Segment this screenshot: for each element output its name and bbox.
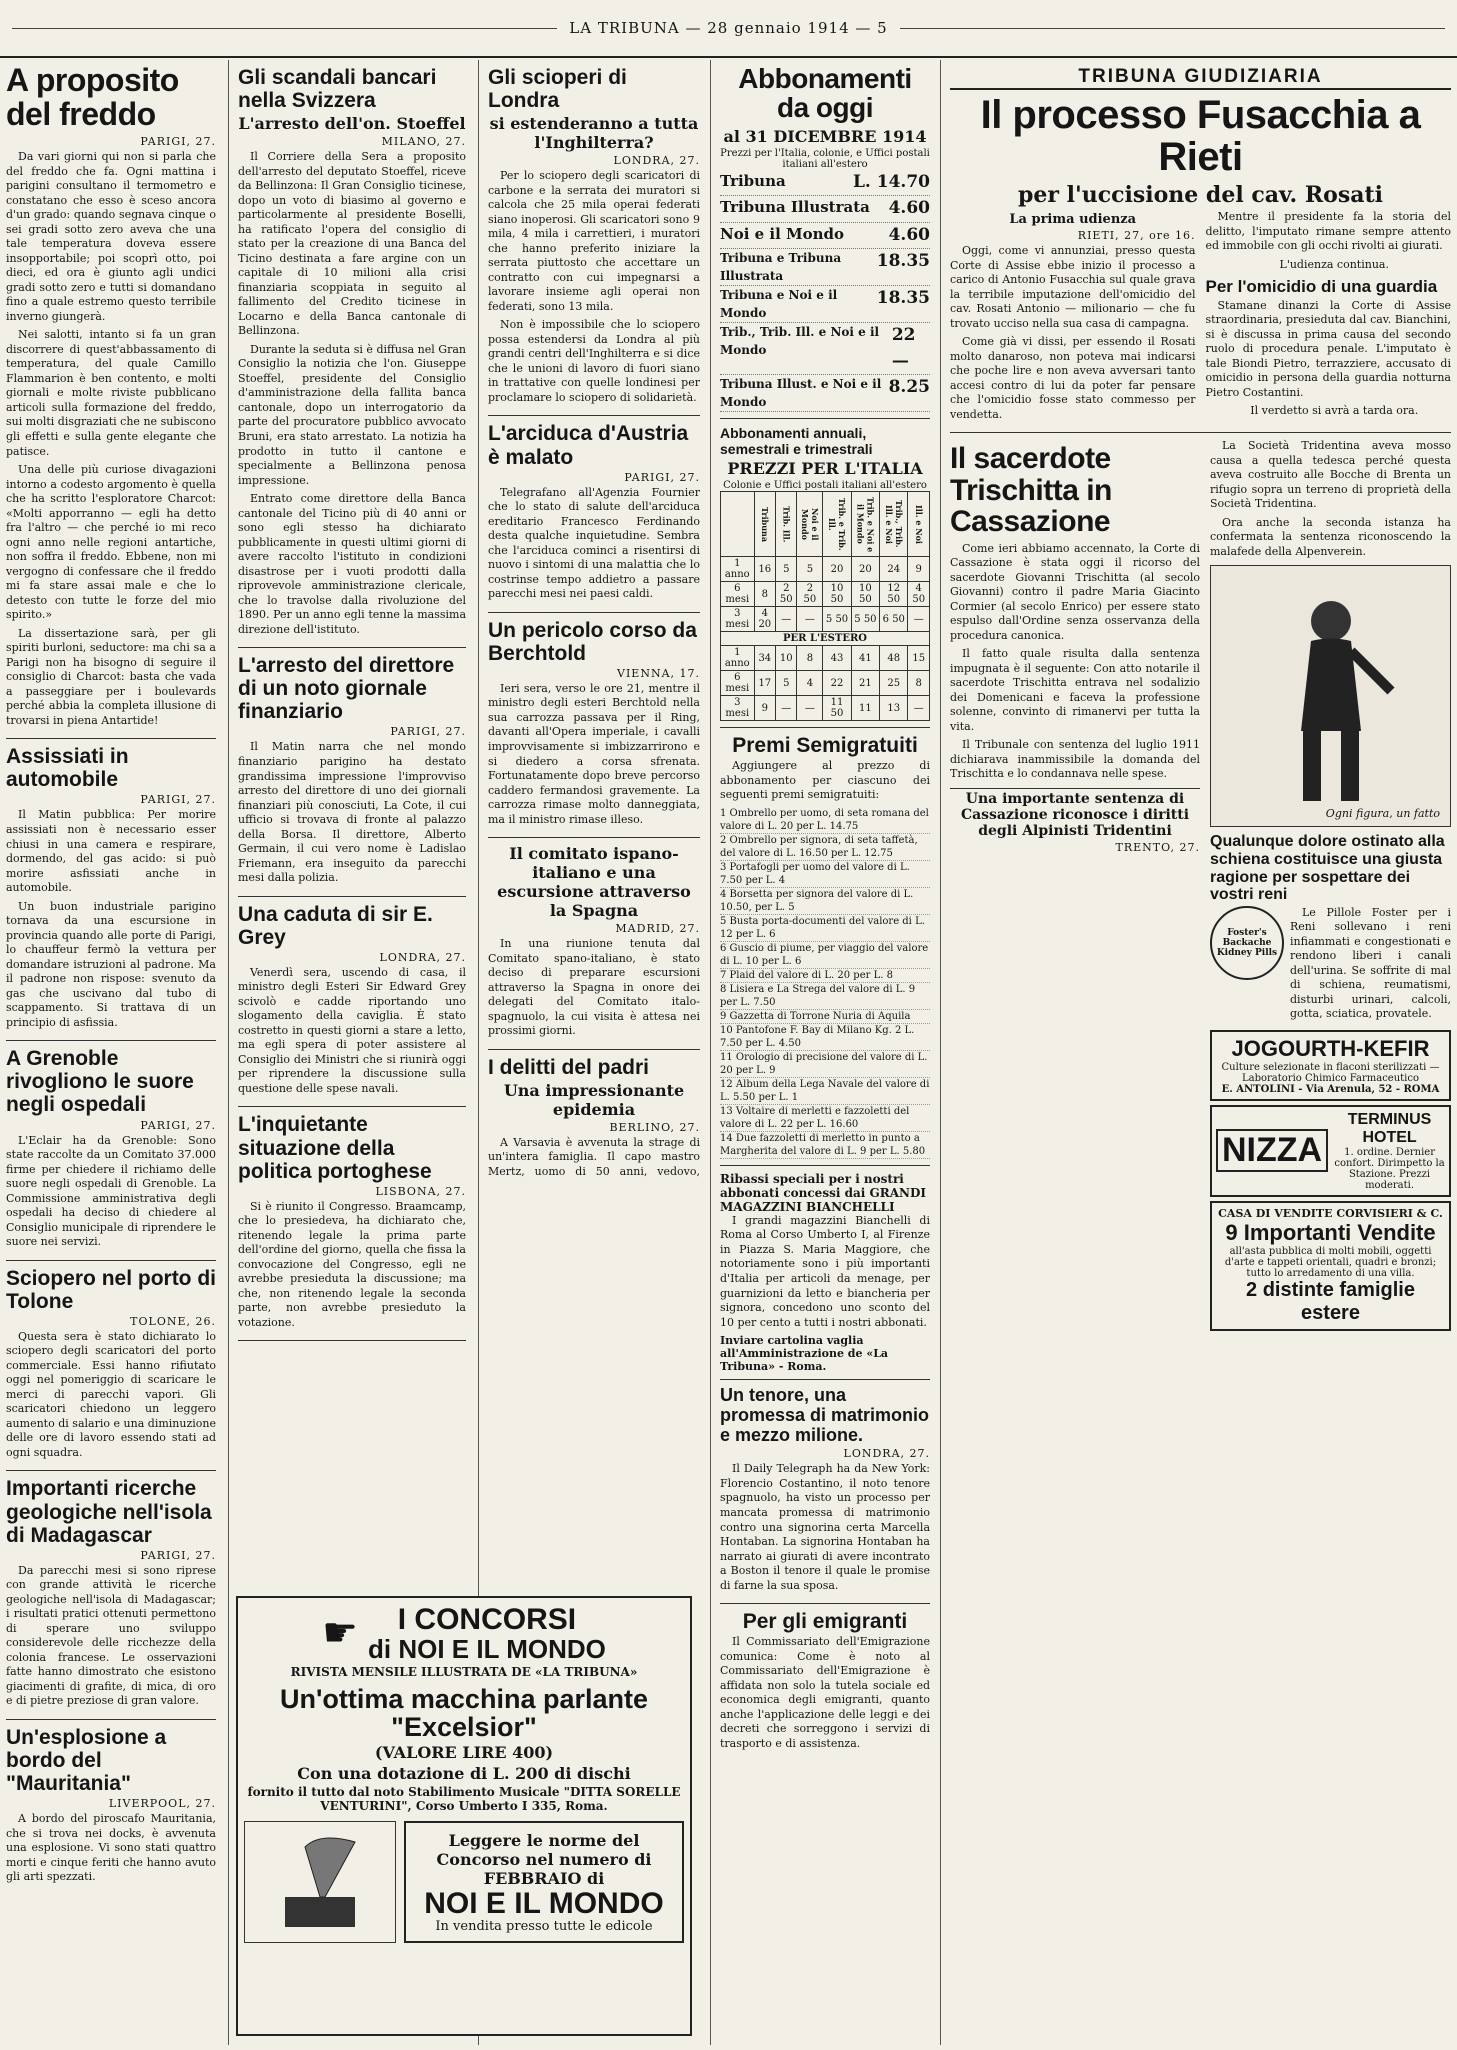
table-header-cell: Trib. e Noi e il Mondo bbox=[851, 492, 879, 557]
ad-prize-title: Un'ottima macchina parlante "Excelsior" bbox=[279, 1683, 648, 1743]
table-cell: 48 bbox=[880, 646, 908, 671]
table-cell: 25 bbox=[880, 671, 908, 696]
table-cell: 6 mesi bbox=[721, 582, 755, 607]
paragraph: Stamane dinanzi la Corte di Assise straordinaria, presieduta dal cav. Bianchini, si è discussa in prima causa del secondo ruolo di procedura penale. L'imputato è tale Biondi Pietro, terrazziere, accusato di omicidio in persona della guardia notturna Pietro Costantini. bbox=[1205, 298, 1451, 399]
ribassi-box bbox=[720, 1172, 930, 1380]
advertisements-column bbox=[1210, 439, 1451, 1335]
subheadline: per l'uccisione del cav. Rosati bbox=[1018, 182, 1383, 208]
table-cell: 4 bbox=[797, 671, 823, 696]
dateline: LONDRA, 27. bbox=[843, 1447, 930, 1461]
ad-prize-line-2: fornito il tutto dal noto Stabilimento Musicale "DITTA SORELLE VENTURINI", Corso Umberto I 335, Roma. bbox=[247, 1785, 681, 1814]
headline-automobile: Assissiati in automobile bbox=[6, 745, 129, 792]
list-item: 6 Guscio di piume, per viaggio del valore di L. 10 per L. 6 bbox=[720, 942, 929, 967]
man-back-pain-icon bbox=[1241, 581, 1421, 811]
table-cell: 4 20 bbox=[754, 607, 775, 632]
dateline: LIVERPOOL, 27. bbox=[108, 1797, 216, 1811]
paragraph: La Società Tridentina aveva mosso causa a quella tedesca perché questa aveva costruito alle Bocche di Brenta un rifugio sopra un terreno di proprietà della Società Tridentina. bbox=[1210, 439, 1451, 511]
ad-title: I CONCORSI bbox=[397, 1603, 577, 1636]
price-row-name: Tribuna e Noi e il Mondo bbox=[720, 288, 838, 321]
dateline: PARIGI, 27. bbox=[140, 1548, 216, 1562]
list-item: 9 Gazzetta di Torrone Nuria di Aquila bbox=[720, 1010, 930, 1024]
table-cell: 5 bbox=[776, 671, 797, 696]
column-1 bbox=[0, 60, 222, 2045]
man-illustration bbox=[1210, 565, 1451, 827]
abbonamenti-price-list bbox=[720, 170, 930, 413]
annuali-title: Abbonamenti annuali, semestrali e trimestrali bbox=[720, 425, 873, 458]
subheadline-udienza: La prima udienza bbox=[1009, 212, 1137, 227]
paragraph: Le Pillole Foster per i Reni sollevano i reni infiammati e congestionati e rendono liberi i canali dell'urina. Se soffrite di mal di schiena, reumatismi, disturbi urinari, calcoli, gotta, sciatica, provatele. bbox=[1290, 905, 1451, 1021]
table-cell: 5 bbox=[776, 557, 797, 582]
story-spagna bbox=[488, 844, 700, 1050]
table-cell: 20 bbox=[823, 557, 851, 582]
column-divider bbox=[228, 60, 229, 2045]
list-item: 11 Orologio di precisione del valore di L. 20 per L. 9 bbox=[720, 1051, 930, 1078]
paragraph: Oggi, come vi annunziai, presso questa Corte di Assise ebbe inizio il processo a carico di Antonio Fusacchia sul quale grava la terribile imputazione dell'omicidio del cav. Rosati Antonio — milionario — che fu trovato ucciso nella sua casa di campagna. bbox=[950, 244, 1196, 330]
headline-portogallo: L'inquietante situazione della politica portoghese bbox=[238, 1113, 432, 1183]
price-row bbox=[720, 286, 930, 323]
price-row-name: Trib., Trib. Ill. e Noi e il Mondo bbox=[720, 325, 880, 358]
price-row-value: L. 14.70 bbox=[852, 171, 930, 192]
headline-direttore: L'arresto del direttore di un noto giornale finanziario bbox=[238, 654, 455, 724]
paragraph: L'udienza continua. bbox=[1279, 257, 1389, 271]
paragraph: In una riunione tenuta dal Comitato spano-italiano, è stato deciso di preparare escursioni attraverso la Spagna in onore dei delegati del Comitato italo-spagnuolo, la cui visita è attesa nei prossimi giorni. bbox=[488, 937, 700, 1038]
nizza-ad bbox=[1210, 1105, 1451, 1197]
story-svizzera bbox=[238, 66, 466, 648]
premi-title: Premi Semigratuiti bbox=[732, 734, 918, 758]
paragraph: Da vari giorni qui non si parla che del freddo che fa. Ogni mattina i parigini consultano il termometro e constatano che esso è sceso ancora d'un grado: quando segnava cinque o sei gradi sotto zero aveva che una tale temperatura doveva essere insopportabile; poi scoprì otto, poi dieci, ed ora è giunto agli undici gradi sotto zero e tutti si domandano fino a quale estremo questo terribile inverno giungerà. bbox=[6, 150, 216, 323]
story-tolone bbox=[6, 1267, 216, 1472]
headline-madagascar: Importanti ricerche geologiche nell'isola di Madagascar bbox=[6, 1477, 212, 1547]
headline-grenoble: A Grenoble rivogliono le suore negli ospedali bbox=[6, 1047, 194, 1117]
table-cell: 13 bbox=[880, 696, 908, 721]
paragraph: Il Matin pubblica: Per morire assissiati non è necessario esser chiusi in una camera e respirare, dormendo, del gas acido: si può morire asfissiati anche in automobile. bbox=[6, 808, 216, 895]
story-direttore bbox=[238, 654, 466, 896]
column-3 bbox=[482, 60, 706, 1180]
table-cell: 5 bbox=[797, 557, 823, 582]
paragraph: Non è impossibile che lo sciopero possa estendersi da Londra al più grandi centri dell'Inghilterra e si dice che le unioni di lavoro di fuori siano in trattative con quelle londinesi per proclamare lo sciopero di solidarietà. bbox=[488, 318, 700, 404]
rules-box bbox=[404, 1821, 684, 1943]
list-item: 8 Lisiera e La Strega del valore di L. 9 per L. 7.50 bbox=[720, 983, 930, 1010]
price-row-name: Tribuna bbox=[720, 171, 786, 190]
jogourth-title: JOGOURTH-KEFIR bbox=[1231, 1035, 1430, 1061]
pointing-hand-icon: ☛ bbox=[322, 1610, 358, 1657]
price-row bbox=[720, 249, 930, 286]
column-divider bbox=[710, 60, 711, 2045]
table-cell: 16 bbox=[754, 557, 775, 582]
dateline: PARIGI, 27. bbox=[140, 1118, 216, 1132]
table-cell: 6 mesi bbox=[721, 671, 755, 696]
table-row bbox=[721, 696, 930, 721]
dateline: PARIGI, 27. bbox=[140, 793, 216, 807]
abbonamenti-subtitle: al 31 DICEMBRE 1914 bbox=[723, 126, 927, 146]
pills-box-icon: Foster's Backache Kidney Pills bbox=[1210, 906, 1284, 980]
abbonamenti-box bbox=[720, 64, 930, 419]
price-row bbox=[720, 170, 930, 197]
list-item: 3 Portafogli per uomo del valore di L. 7.50 per L. 4 bbox=[720, 861, 930, 888]
table-cell: 8 bbox=[797, 646, 823, 671]
table-cell: 21 bbox=[851, 671, 879, 696]
paragraph: Il Tribunale con sentenza del luglio 1911 dichiarava inammissibile la domanda del Trischitta e lo condannava nelle spese. bbox=[950, 738, 1200, 781]
dateline: BERLINO, 27. bbox=[609, 1120, 700, 1134]
jogourth-sub: Culture selezionate in flaconi sterilizzati — Laboratorio Chimico Farmaceutico bbox=[1221, 1061, 1440, 1084]
price-row-name: Tribuna Illust. e Noi e il Mondo bbox=[720, 377, 882, 410]
table-cell: — bbox=[776, 607, 797, 632]
price-row-value: 18.35 bbox=[876, 251, 930, 272]
prices-table bbox=[720, 491, 930, 721]
table-cell: 9 bbox=[754, 696, 775, 721]
concorsi-advertisement bbox=[236, 1596, 692, 2036]
list-item: 12 Album della Lega Navale del valore di L. 5.50 per L. 1 bbox=[720, 1078, 930, 1103]
dateline: MILANO, 27. bbox=[381, 135, 466, 149]
headline-emigranti: Per gli emigranti bbox=[742, 1610, 908, 1634]
table-header-cell: Trib., Trib. Ill. e Noi bbox=[880, 492, 908, 557]
price-row-value: 4.60 bbox=[888, 198, 930, 219]
table-cell: 9 bbox=[908, 557, 930, 582]
masthead-rule-left bbox=[12, 28, 557, 29]
headline-fusacchia: Il processo Fusacchia a Rieti bbox=[980, 93, 1421, 179]
paragraph: Nei salotti, intanto si fa un gran discorrere di quest'abbassamento di temperatura, del quale Camillo Flammarion è ben contento, e molti giornali e molte riviste pubblicano articoli sulla formazione del freddo, sui molti disgraziati che ne subiscono gli effetti e sulla gente elegante che patisce. bbox=[6, 328, 216, 458]
story-mauritania bbox=[6, 1726, 216, 1885]
section-head: TRIBUNA GIUDIZIARIA bbox=[950, 66, 1451, 90]
table-header-cell: Tribuna bbox=[754, 492, 775, 557]
abbonamenti-note: Prezzi per l'Italia, colonie, e Uffici postali italiani all'estero bbox=[720, 147, 930, 170]
story-madagascar bbox=[6, 1477, 216, 1719]
headline-arciduca: L'arciduca d'Austria è malato bbox=[488, 422, 689, 469]
vendite-ad bbox=[1210, 1201, 1451, 1331]
table-cell: 5 50 bbox=[823, 607, 851, 632]
headline-trischitta: Il sacerdote Trischitta in Cassazione bbox=[950, 442, 1112, 539]
price-row-value: 22 — bbox=[891, 325, 916, 371]
ad-prize-value: (VALORE LIRE 400) bbox=[374, 1743, 554, 1763]
headline-spagna: Il comitato ispano-italiano e una escursione attraverso la Spagna bbox=[497, 844, 691, 921]
dateline: LONDRA, 27. bbox=[379, 950, 466, 964]
vendite-text: all'asta pubblica di molti mobili, oggetti d'arte e tappeti orientali, quadri e bronzi; tutto lo arredamento di una villa. bbox=[1224, 1245, 1437, 1279]
price-row-name: Tribuna e Tribuna Illustrata bbox=[720, 251, 842, 284]
story-automobile bbox=[6, 745, 216, 1041]
story-grenoble bbox=[6, 1047, 216, 1260]
headline-tenore: Un tenore, una promessa di matrimonio e mezzo milione. bbox=[720, 1385, 930, 1445]
rules-magazine: NOI E IL MONDO bbox=[424, 1886, 664, 1920]
dateline: PARIGI, 27. bbox=[390, 725, 466, 739]
table-cell: 22 bbox=[823, 671, 851, 696]
paragraph: Il Corriere della Sera a proposito dell'arresto del deputato Stoeffel, riceve da Bellinzona: Il Gran Consiglio ticinese, dopo un voto di biasimo al governo e particolarmente al presidente Boselli, ha ratificato l'opera del consiglio di stato per la creazione di una Banca del Ticino destinata a fare argine con un capitale di 10 milioni alla crisi finanziaria scoppiata in seguito al fallimento del Credito ticinese in Locarno e della Banca cantonale di Bellinzona. bbox=[238, 150, 466, 338]
table-cell: 3 mesi bbox=[721, 696, 755, 721]
table-cell: 34 bbox=[754, 646, 775, 671]
story-fusacchia bbox=[950, 94, 1451, 433]
story-trischitta bbox=[950, 439, 1200, 1335]
table-cell: 10 50 bbox=[851, 582, 879, 607]
paragraph: Entrato come direttore della Banca cantonale del Ticino più di 40 anni or sono egli stesso ha dichiarato pubblicamente in questi ultimi giorni di avere raccolto l'istituto in condizioni disastrose per i vuoti prodotti dalla riprovevole amministrazione clericale, che lo travolse dalla rivoluzione del 1890. Per un anno egli tenne la massima direzione dell'istituto. bbox=[238, 492, 466, 636]
table-cell: — bbox=[797, 696, 823, 721]
table-cell: 2 50 bbox=[797, 582, 823, 607]
nizza-hotel: TERMINUS HOTEL bbox=[1347, 1110, 1432, 1146]
table-header-cell: Ill. e Noi bbox=[908, 492, 930, 557]
gramophone-illustration bbox=[244, 1821, 396, 1943]
paragraph: Per lo sciopero degli scaricatori di carbone e la serrata dei muratori si calcola che 25 mila operai federati siano inoperosi. Gli scaricatori sono 9 mila, 4 mila i carrettieri, i muratori che hanno preferito iniziare la serrata piuttosto che accettare un contratto con cui impegnarsi a lavorare insieme agli operai non federati, sono 13 mila. bbox=[488, 169, 700, 313]
annuali-note: Colonie e Uffici postali italiani all'estero bbox=[723, 480, 927, 492]
paragraph: Da parecchi mesi si sono riprese con grande attività le ricerche geologiche nell'isola di Madagascar; i risultati pratici ottenuti permettono di sperare uno sviluppo considerevole delle ricchezze della colonia francese. Le osservazioni fatte hanno dimostrato che esistono giacimenti di grafite, di mica, di oro e di pietre preziose di gran valore. bbox=[6, 1563, 216, 1708]
table-row bbox=[721, 557, 930, 582]
story-freddo bbox=[6, 64, 216, 739]
paragraph: Ora anche la seconda istanza ha confermata la sentenza riconoscendo la malafede della Alpenverein. bbox=[1210, 515, 1451, 558]
ribassi-title: Ribassi speciali per i nostri abbonati concessi dai GRANDI MAGAZZINI BIANCHELLI bbox=[720, 1171, 926, 1214]
table-header-cell: Noi e il Mondo bbox=[797, 492, 823, 557]
price-row-value: 18.35 bbox=[876, 288, 930, 309]
table-cell: — bbox=[908, 607, 930, 632]
headline-mauritania: Un'esplosione a bordo del "Mauritania" bbox=[6, 1725, 167, 1796]
dateline: PARIGI, 27. bbox=[624, 470, 700, 484]
dateline: TRENTO, 27. bbox=[1115, 840, 1200, 854]
list-item: 2 Ombrello per signora, di seta taffetà, del valore di L. 16.50 per L. 12.75 bbox=[720, 834, 930, 861]
vendite-big-2: 2 distinte famiglie estere bbox=[1246, 1278, 1415, 1324]
price-row bbox=[720, 223, 930, 250]
table-row bbox=[721, 607, 930, 632]
story-portogallo bbox=[238, 1113, 466, 1341]
paragraph: Il verdetto si avrà a tarda ora. bbox=[1250, 404, 1419, 418]
story-arciduca bbox=[488, 422, 700, 612]
paragraph: Venerdì sera, uscendo di casa, il ministro degli Esteri Sir Edward Grey scivolò e cadde riportando uno slogamento della caviglia. È stato costretto in questi giorni a stare a letto, ma egli spera di poter assistere al Consiglio dei Ministri che si riunirà oggi per riprendere la discussione sulla questione delle spese navali. bbox=[238, 965, 466, 1095]
subheadline: L'arresto dell'on. Stoeffel bbox=[238, 114, 466, 134]
table-cell: 41 bbox=[851, 646, 879, 671]
estero-label: PER L'ESTERO bbox=[721, 632, 930, 646]
ad-subtitle: RIVISTA MENSILE ILLUSTRATA DE «LA TRIBUNA» bbox=[290, 1664, 638, 1679]
paragraph: Il Daily Telegraph ha da New York: Florencio Costantino, il noto tenore spagnuolo, ha visto un processo per mancata promessa di matrimonio contro una signorina certa Marcella Hontaban. La signorina Hontaban ha narrato ai giurati di avere incontrato a Boston il tenore il quale le promise di farne la sua sposa. bbox=[720, 1462, 930, 1592]
story-emigranti bbox=[720, 1610, 930, 1751]
headline-alpinisti: Una importante sentenza di Cassazione riconosce i diritti degli Alpinisti Tridentini bbox=[960, 790, 1190, 839]
table-cell: 1 anno bbox=[721, 646, 755, 671]
list-item: 4 Borsetta per signora del valore di L. 10.50, per L. 5 bbox=[720, 888, 930, 915]
headline-londra: Gli scioperi di Londra bbox=[488, 66, 627, 113]
headline-berchtold: Un pericolo corso da Berchtold bbox=[488, 618, 697, 665]
paragraph: A Varsavia è avvenuta la strage di un'intera famiglia. Il capo mastro Mertz, uomo di 50 anni, vedovo, bbox=[488, 1135, 700, 1178]
headline-grey: Una caduta di sir E. Grey bbox=[238, 902, 433, 949]
abbonamenti-title: Abbonamenti da oggi bbox=[738, 63, 912, 124]
gramophone-icon bbox=[265, 1827, 375, 1937]
table-cell: 43 bbox=[823, 646, 851, 671]
paragraph: Il fatto quale risulta dalla sentenza impugnata è il seguente: Con atto notarile il sacerdote Trischitta entrava nel sodalizio dei Domenicani e faceva la professione solenne, convinto di rimanervi per tutta la vita. bbox=[950, 647, 1200, 733]
story-grey bbox=[238, 903, 466, 1108]
list-item: 1 Ombrello per uomo, di seta romana del valore di L. 20 per L. 14.75 bbox=[720, 807, 929, 832]
price-row bbox=[720, 375, 930, 412]
table-cell: 24 bbox=[880, 557, 908, 582]
paragraph: Come ieri abbiamo accennato, la Corte di Cassazione è stata oggi il ricorso del sacerdote Giovanni Trischitta (al secolo Giovanni) contro il padre Maria Giacinto Cormier (al secolo Enrico) per essere stato espulso dall'Ordine senza osservanza della procedura canonica. bbox=[950, 541, 1200, 642]
table-cell: — bbox=[797, 607, 823, 632]
price-row bbox=[720, 323, 930, 375]
jogourth-address: E. ANTOLINI - Via Arenula, 52 - ROMA bbox=[1221, 1083, 1440, 1095]
headline-delitti: I delitti del padri bbox=[488, 1055, 650, 1079]
headline-tolone: Sciopero nel porto di Tolone bbox=[6, 1266, 217, 1313]
paragraph: Il Matin narra che nel mondo finanziario parigino ha destato grandissima impressione l'improvviso arresto del direttore di uno dei giornali finanziari più conosciuti, La Cote, il cui ufficio si trovava di fronte al palazzo della Borsa. Il direttore, Alberto Germain, il cui vero nome è Ladislao Friemann, era inseguito da parecchi mesi dalla polizia. bbox=[238, 740, 466, 885]
premi-list bbox=[720, 807, 930, 1159]
list-item: 10 Pantofone F. Bay di Milano Kg. 2 L. 7.50 per L. 4.50 bbox=[720, 1024, 930, 1051]
paragraph: I grandi magazzini Bianchelli di Roma al Corso Umberto I, al Firenze in Piazza S. Maria Maggiore, che notoriamente sono i più importanti d'Italia per articoli da menage, per guarnizioni da letto e biancheria per signora, concedono uno sconto del 10 per cento a tutti i nostri abbonati. bbox=[720, 1213, 930, 1329]
masthead-rule-right bbox=[900, 28, 1445, 29]
paragraph: L'Eclair ha da Grenoble: Sono state raccolte da un Comitato 37.000 firme per chiedere il richiamo delle suore negli ospedali di Grenoble. La Commissione amministrativa degli ospedali ha deciso di chiedere al Consiglio municipale di riprendere le suore nei servizi. bbox=[6, 1133, 216, 1249]
table-cell: — bbox=[908, 696, 930, 721]
paragraph: Durante la seduta si è diffusa nel Gran Consiglio la notizia che l'on. Giuseppe Stoeffel, presidente del Consiglio d'amministrazione della fallita banca cantonale, dopo un interrogatorio da parte del procuratore pubblico avvocato Bruni, era stato arrestato. La notizia ha prodotto in tutto il cantone e specialmente a Bellinzona penosa impressione. bbox=[238, 342, 466, 487]
price-row-value: 4.60 bbox=[888, 224, 930, 245]
column-5 bbox=[944, 60, 1457, 2045]
list-item: 14 Due fazzoletti di merletto in punto a Margherita del valore di L. 9 per L. 5.80 bbox=[720, 1132, 930, 1159]
list-item: 7 Plaid del valore di L. 20 per L. 8 bbox=[720, 969, 930, 983]
table-row bbox=[721, 582, 930, 607]
vendite-title: CASA DI VENDITE CORVISIERI & C. bbox=[1218, 1206, 1443, 1220]
masthead bbox=[0, 0, 1457, 58]
table-cell: 10 50 bbox=[823, 582, 851, 607]
story-londra bbox=[488, 66, 700, 416]
table-cell: 20 bbox=[851, 557, 879, 582]
price-row-name: Noi e il Mondo bbox=[720, 224, 845, 243]
table-row bbox=[721, 671, 930, 696]
premi-box bbox=[720, 734, 930, 1166]
dateline: LONDRA, 27. bbox=[613, 154, 700, 168]
table-cell: 4 50 bbox=[908, 582, 930, 607]
table-cell: 6 50 bbox=[880, 607, 908, 632]
paragraph: Il Commissariato dell'Emigrazione comunica: Come è noto al Commissariato dell'Emigrazione è affidata non solo la tutela sociale ed economica degli emigranti, quanto anche l'applicazione delle leggi e dei decreti che sorreggono i servizi di trasporto e di assistenza. bbox=[720, 1635, 930, 1750]
paragraph: Ieri sera, verso le ore 21, mentre il ministro degli esteri Berchtold nella sua carrozza passava per il Ring, davanti all'Opera imperiale, i cavalli improvvisamente si imbizzarrirono e si diedero a corsa sfrenata. Fortunatamente dopo breve percorso caddero fermandosi gravemente. La carrozza rimase molto danneggiata, ma il ministro rimase illeso. bbox=[488, 681, 700, 826]
paragraph: La dissertazione sarà, per gli spiriti burloni, seductore: ma chi sa a Parigi non ha bisogno di seguire il consiglio di Charcot: basta che vada a passeggiare per i boulevards perché abbia la completa illusione di trovarsi in piena Antartide! bbox=[6, 626, 216, 727]
price-row-value: 8.25 bbox=[888, 377, 930, 398]
ad-prize-line: Con una dotazione di L. 200 di dischi bbox=[297, 1764, 631, 1784]
subheadline: Una impressionante epidemia bbox=[503, 1080, 685, 1119]
table-cell: — bbox=[776, 696, 797, 721]
table-cell: 8 bbox=[908, 671, 930, 696]
table-cell: 11 bbox=[851, 696, 879, 721]
dateline: TOLONE, 26. bbox=[130, 1314, 216, 1328]
paragraph: A bordo del piroscafo Mauritania, che si trova nei docks, è avvenuta una esplosione. Vi sono stati quattro morti e cinque feriti che hanno avuto gli arti spezzati. bbox=[6, 1812, 216, 1884]
subheadline: si estenderanno a tutta l'Inghilterra? bbox=[489, 114, 699, 153]
story-tenore bbox=[720, 1386, 930, 1604]
table-cell: 5 50 bbox=[851, 607, 879, 632]
rules-sale: In vendita presso tutte le edicole bbox=[435, 1919, 653, 1935]
ad-title-2: di NOI E IL MONDO bbox=[368, 1633, 606, 1664]
table-row bbox=[721, 492, 930, 557]
table-cell: 10 bbox=[776, 646, 797, 671]
paragraph: Una delle più curiose divagazioni intorno a codesto argomento è quella che ha scritto l'esploratore Charcot: «Molti apporranno — egli ha detto fra l'altro — che perché io mi reco ogni anno nelle regioni antartiche, non soffra il freddo. Ebbene, non mi vergogno di confessare che il freddo mi fa stare assai male e che lo detesto con tutte le forze del mio spirito.» bbox=[6, 463, 216, 622]
annuali-subtitle: PREZZI PER L'ITALIA bbox=[727, 459, 923, 479]
table-cell: 11 50 bbox=[823, 696, 851, 721]
table-cell: 12 50 bbox=[880, 582, 908, 607]
list-item: 13 Voltaire di merletti e fazzoletti del valore di L. 22 per L. 16.60 bbox=[720, 1105, 930, 1132]
nizza-sub: 1. ordine. Dernier confort. Dirimpetto la Stazione. Prezzi moderati. bbox=[1334, 1146, 1445, 1191]
table-header-cell: Trib. e Trib. Ill. bbox=[823, 492, 851, 557]
annuali-box bbox=[720, 425, 930, 728]
column-4 bbox=[714, 60, 936, 2045]
table-cell: 2 50 bbox=[776, 582, 797, 607]
price-row bbox=[720, 196, 930, 223]
masthead-title: LA TRIBUNA — 28 gennaio 1914 — 5 bbox=[569, 19, 888, 37]
headline-guardia: Per l'omicidio di una guardia bbox=[1205, 277, 1438, 297]
story-berchtold bbox=[488, 619, 700, 838]
paragraph: Si è riunito il Congresso. Braamcamp, che lo presiedeva, ha dichiarato che, ritenendo legale la prima parte dell'ordine del giorno, quella che fissa la convocazione del Congresso, egli ne avrebbe presieduta la discussione; ma che, non ritenendo legale la seconda parte, non avrebbe presieduto la votazione. bbox=[238, 1199, 466, 1329]
column-divider bbox=[940, 60, 941, 2045]
price-row-name: Tribuna Illustrata bbox=[720, 198, 870, 217]
table-row bbox=[721, 632, 930, 646]
table-cell: 1 anno bbox=[721, 557, 755, 582]
pills-title: Qualunque dolore ostinato alla schiena costituisce una giusta ragione per sospettare dei vostri reni bbox=[1210, 833, 1445, 904]
headline-svizzera: Gli scandali bancari nella Svizzera bbox=[238, 66, 437, 113]
dateline: VIENNA, 17. bbox=[617, 666, 700, 680]
table-cell: 8 bbox=[754, 582, 775, 607]
dateline: RIETI, 27, ore 16. bbox=[1077, 229, 1196, 242]
paragraph: Mentre il presidente fa la storia del delitto, l'imputato rimane sempre attento ed immobile con gli occhi rivolti ai giurati. bbox=[1205, 210, 1451, 253]
dateline: PARIGI, 27. bbox=[140, 135, 216, 149]
rules-line: Leggere le norme del Concorso nel numero di FEBBRAIO di bbox=[436, 1830, 652, 1888]
table-header-cell bbox=[721, 492, 755, 557]
table-cell: 15 bbox=[908, 646, 930, 671]
headline-freddo: A proposito del freddo bbox=[6, 62, 179, 132]
table-cell: 3 mesi bbox=[721, 607, 755, 632]
premi-note: Aggiungere al prezzo di abbonamento per ciascuno dei seguenti premi semigratuiti: bbox=[720, 759, 930, 802]
paragraph: Telegrafano all'Agenzia Fournier che lo stato di salute dell'arciduca ereditario Francesco Ferdinando desta qualche inquietudine. Sembra che l'arciduca cominci a risentirsi di nuovo i sintomi di una malattia che lo costrinse tempo addietro a passare parecchi mesi nei paesi caldi. bbox=[488, 485, 700, 601]
illustration-caption: Ogni figura, un fatto bbox=[1325, 807, 1440, 821]
list-item: 5 Busta porta-documenti del valore di L. 12 per L. 6 bbox=[720, 915, 930, 942]
vendite-big: 9 Importanti Vendite bbox=[1225, 1219, 1436, 1245]
jogourth-ad bbox=[1210, 1030, 1451, 1101]
table-header-cell: Trib. Ill. bbox=[776, 492, 797, 557]
table-cell: 17 bbox=[754, 671, 775, 696]
table-row bbox=[721, 646, 930, 671]
cartolina-note: Inviare cartolina vaglia all'Amministrazione de «La Tribuna» - Roma. bbox=[720, 1334, 889, 1374]
nizza-title: NIZZA bbox=[1216, 1129, 1328, 1172]
dateline: MADRID, 27. bbox=[615, 922, 700, 936]
paragraph: Un buon industriale parigino tornava da una escursione in provincia quando alle porte di Parigi, lo chauffeur fermò la vettura per domandare istruzioni al padrone. Ma il padrone non rispose: svenuto da gas che uscivano dal tubo di scappamento. Si trattava di un principio di asfissia. bbox=[6, 899, 216, 1029]
dateline: LISBONA, 27. bbox=[375, 1184, 466, 1198]
paragraph: Questa sera è stato dichiarato lo sciopero degli scaricatori del porto commerciale. Essi hanno rifiutato oggi nel pomeriggio di scaricare le merci di parecchi vapori. Gli scaricatori chiedono un leggero aumento di salario e una diminuzione delle ore di lavoro essendo stati ad ogni squadra. bbox=[6, 1329, 216, 1459]
story-delitti bbox=[488, 1056, 700, 1180]
paragraph: Come già vi dissi, per essendo il Rosati molto danaroso, non poteva mai indicarsi che poche lire e non aveva avversari tanto accesi contro di lui da poter far pensare che l'omicidio fosse stato commesso per vendetta. bbox=[950, 335, 1196, 421]
